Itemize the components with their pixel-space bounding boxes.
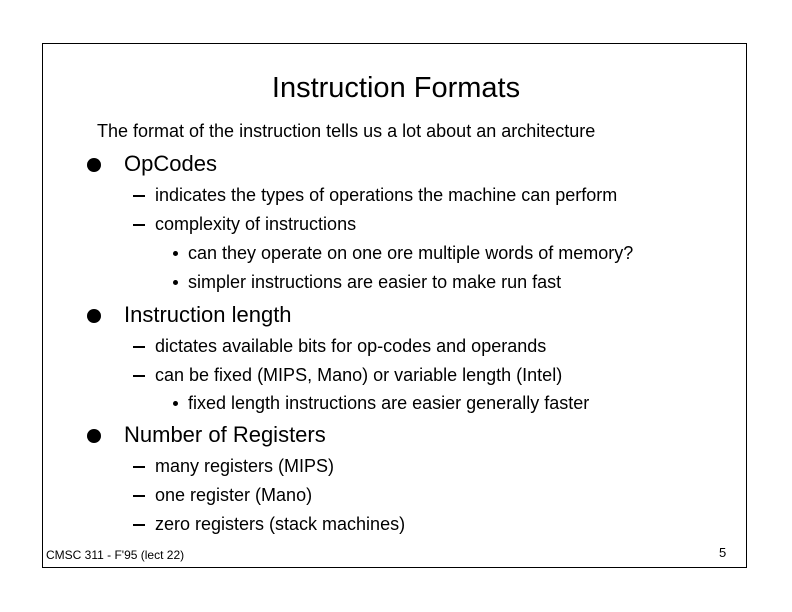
sub-list-item: can they operate on one ore multiple words of memory? (188, 243, 634, 263)
slide-intro: The format of the instruction tells us a lot about an architecture (97, 121, 596, 141)
list-item: indicates the types of operations the machine can perform (155, 185, 618, 205)
section-heading-number-of-registers: Number of Registers (124, 422, 326, 447)
bullet-dot-icon (87, 429, 101, 443)
dash-icon (133, 346, 145, 348)
small-bullet-icon (173, 401, 178, 406)
list-item: zero registers (stack machines) (155, 514, 406, 534)
list-item: many registers (MIPS) (155, 456, 335, 476)
dash-icon (133, 524, 145, 526)
bullet-dot-icon (87, 158, 101, 172)
list-item: can be fixed (MIPS, Mano) or variable length (Intel) (155, 365, 563, 385)
section-heading-instruction-length: Instruction length (124, 302, 292, 327)
footer-course: CMSC 311 - F'95 (lect 22) (46, 548, 185, 562)
dash-icon (133, 224, 145, 226)
dash-icon (133, 466, 145, 468)
sub-list-item: simpler instructions are easier to make run fast (188, 272, 562, 292)
list-item: one register (Mano) (155, 485, 313, 505)
slide-title: Instruction Formats (271, 72, 521, 104)
list-item: complexity of instructions (155, 214, 357, 234)
dash-icon (133, 375, 145, 377)
small-bullet-icon (173, 280, 178, 285)
dash-icon (133, 195, 145, 197)
list-item: dictates available bits for op-codes and operands (155, 336, 547, 356)
bullet-dot-icon (87, 309, 101, 323)
small-bullet-icon (173, 251, 178, 256)
page-number: 5 (719, 545, 727, 560)
sub-list-item: fixed length instructions are easier generally faster (188, 393, 590, 413)
dash-icon (133, 495, 145, 497)
section-heading-opcodes: OpCodes (124, 151, 217, 176)
